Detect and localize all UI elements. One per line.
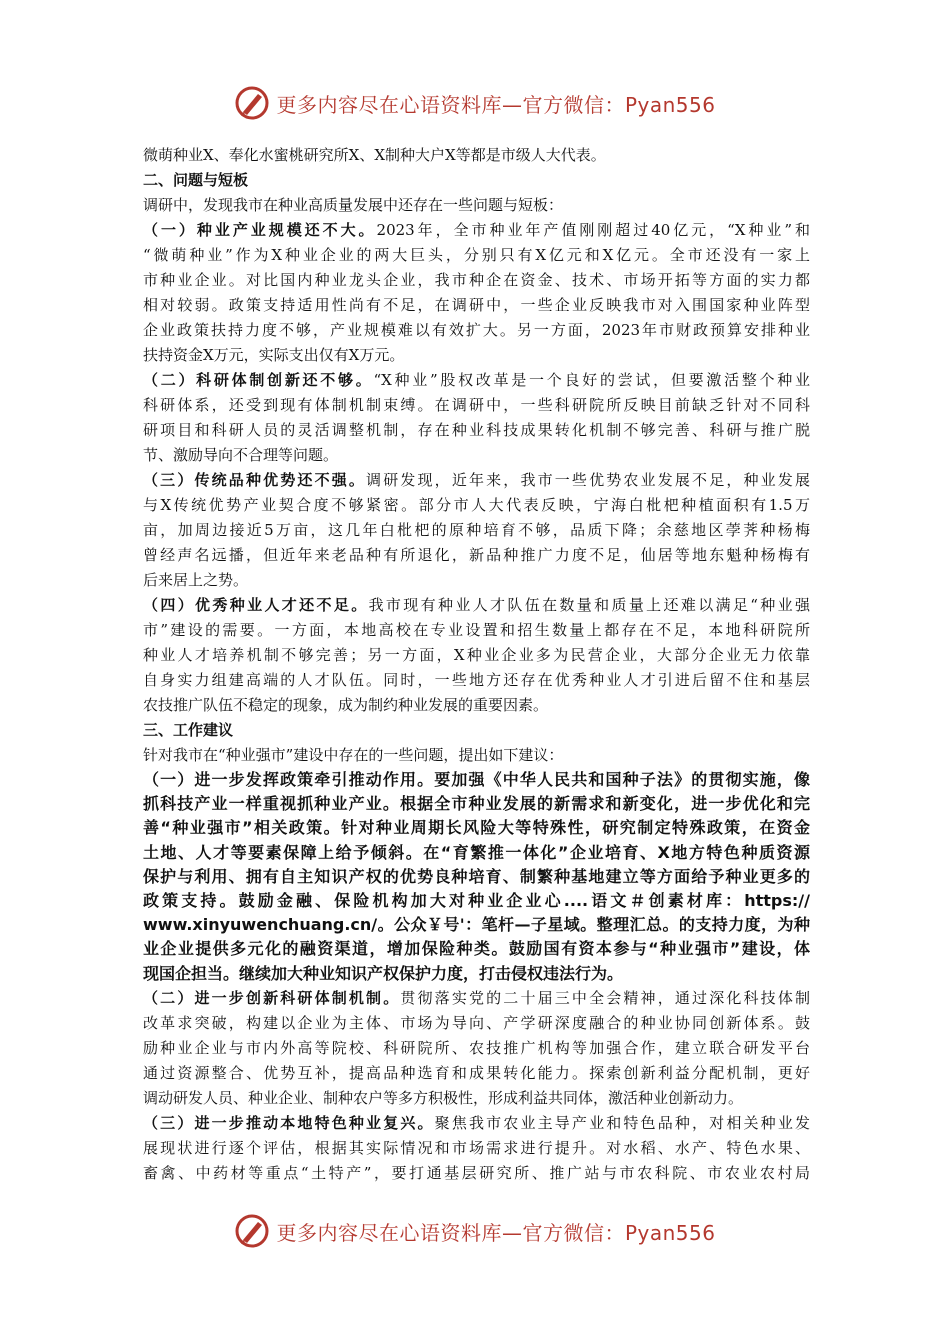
paragraph-line: 曾经声名远播，但近年来老品种有所退化，新品种推广力度不足，仙居等地东魁种杨梅有 — [143, 546, 810, 564]
paragraph-line: 节、激励导向不合理等问题。 — [143, 446, 339, 464]
paragraph-line: 现国企担当。继续加大种业知识产权保护力度，打击侵权违法行为。 — [143, 963, 624, 983]
paragraph-line: 通过资源整合、优势互补，提高品种选育和成果转化能力。探索创新利益分配机制，更好 — [143, 1063, 810, 1082]
paragraph-line: 与X传统优势产业契合度不够紧密。部分市人大代表反映，宁海白枇杷种植面积有1.5万 — [143, 496, 810, 514]
subsection-heading: （三）进一步推动本地特色种业复兴。 — [143, 1113, 435, 1132]
paragraph-line: 相对较弱。政策支持适用性尚有不足，在调研中，一些企业反映我市对入围国家种业阵型 — [143, 296, 810, 314]
paragraph-line: 励种业企业与市内外高等院校、科研院所、农技推广机构等加强合作，建立联合研发平台 — [143, 1038, 810, 1057]
pen-logo-icon — [234, 1213, 270, 1249]
paragraph-line: 政策支持。鼓励金融、保险机构加大对种业企业心....语文＃创素材库：https:// — [143, 890, 810, 910]
document-body — [143, 143, 810, 1186]
paragraph-line: 自身实力组建高端的人才队伍。同时，一些地方还存在优秀种业人才引进后留不住和基层 — [143, 671, 810, 689]
paragraph-line: 亩，加周边接近5万亩，这几年白枇杷的原种培育不够，品质下降；余慈地区荸荠种杨梅 — [143, 521, 810, 539]
paragraph-text: 调研发现，近年来，我市一些优势农业发展不足，种业发展 — [366, 471, 810, 489]
paragraph-line: 改革求突破，构建以企业为主体、市场为导向、产学研深度融合的种业协同创新体系。鼓 — [143, 1013, 810, 1032]
paragraph-line — [143, 218, 810, 243]
paragraph-line: 业企业提供多元化的融资渠道，增加保险种类。鼓励国有资本参与“种业强市”建设，体 — [143, 939, 810, 959]
section-heading: 二、问题与短板 — [143, 171, 249, 189]
paragraph-line: 土地、人才等要素保障上给予倾斜。在“育繁推一体化”企业培育、X地方特色种质资源 — [143, 842, 810, 862]
subsection-heading: （二）科研体制创新还不够。 — [143, 371, 374, 389]
paragraph-line: 企业政策扶持力度不够，产业规模难以有效扩大。另一方面，2023年市财政预算安排种业 — [143, 321, 810, 339]
paragraph-line: 畜禽、中药材等重点“土特产”，要打通基层研究所、推广站与市农科院、市农业农村局 — [143, 1163, 810, 1182]
pen-logo-icon — [234, 85, 270, 121]
paragraph-line: 调研中，发现我市在种业高质量发展中还存在一些问题与短板： — [143, 196, 564, 214]
paragraph-line: 调动研发人员、种业企业、制种农户等多方积极性，形成利益共同体，激活种业创新动力。 — [143, 1088, 744, 1107]
paragraph-line: 抓科技产业一样重视抓种业产业。根据全市种业发展的新需求和新变化，进一步优化和完 — [143, 794, 810, 814]
paragraph-text: “X种业”股权改革是一个良好的尝试，但要激活整个种业 — [373, 371, 810, 389]
paragraph-line: 扶持资金X万元，实际支出仅有X万元。 — [143, 346, 405, 364]
paragraph-line: 市”建设的需要。一方面，本地高校在专业设置和招生数量上都存在不足，本地科研院所 — [143, 621, 810, 639]
paragraph-line: 研项目和科研人员的灵活调整机制，存在种业科技成果转化机制不够完善、科研与推广脱 — [143, 421, 810, 439]
paragraph-line: “微萌种业”作为X种业企业的两大巨头，分别只有X亿元和X亿元。全市还没有一家上 — [143, 246, 810, 264]
banner-text: 更多内容尽在心语资料库—官方微信：Pyan556 — [276, 92, 716, 117]
subsection-heading: （三）传统品种优势还不强。 — [143, 471, 367, 489]
paragraph-line: 保护与利用、拥有自主知识产权的优势良种培育、制繁种基地建立等方面给予种业更多的 — [143, 866, 810, 886]
subsection-heading: （一）种业产业规模还不大。 — [143, 221, 377, 239]
paragraph-line: 后来居上之势。 — [143, 571, 249, 589]
paragraph-line — [143, 593, 810, 618]
paragraph-line: 善“种业强市”相关政策。针对种业周期长风险大等特殊性，研究制定特殊政策，在资金 — [143, 818, 810, 838]
paragraph-line: 科研体系，还受到现有体制机制束缚。在调研中，一些科研院所反映目前缺乏针对不同科 — [143, 396, 810, 414]
paragraph-text: 我市现有种业人才队伍在数量和质量上还难以满足“种业强 — [368, 596, 810, 614]
subsection-heading: （四）优秀种业人才还不足。 — [143, 596, 369, 614]
section-heading: 三、工作建议 — [143, 721, 234, 739]
paragraph-text: 贯彻落实党的二十届三中全会精神，通过深化科技体制 — [400, 988, 810, 1007]
paragraph-line: 展现状进行逐个评估，根据其实际情况和市场需求进行提升。对水稻、水产、特色水果、 — [143, 1138, 810, 1157]
paragraph-line — [143, 986, 810, 1011]
paragraph-line: （一）进一步发挥政策牵引推动作用。要加强《中华人民共和国种子法》的贯彻实施，像 — [143, 770, 810, 789]
paragraph-line: www.xinyuwenchuang.cn/。公众￥号'：笔杆—子星域。整理汇总。的支持力度，为种 — [143, 915, 810, 935]
paragraph-text: 聚焦我市农业主导产业和特色品种，对相关种业发 — [434, 1113, 810, 1132]
paragraph-line: 针对我市在“种业强市”建设中存在的一些问题，提出如下建议： — [143, 746, 564, 764]
paragraph-line: 种业人才培养机制不够完善；另一方面，X种业企业多为民营企业，大部分企业无力依靠 — [143, 646, 810, 664]
paragraph-text: 2023年，全市种业年产值刚刚超过40亿元，“X种业”和 — [376, 221, 810, 239]
footer-banner — [0, 1211, 950, 1251]
header-banner — [0, 83, 950, 123]
paragraph-line: 市种业企业。对比国内种业龙头企业，我市种企在资金、技术、市场开拓等方面的实力都 — [143, 271, 810, 289]
paragraph-line — [143, 368, 810, 393]
paragraph-line: 农技推广队伍不稳定的现象，成为制约种业发展的重要因素。 — [143, 696, 549, 714]
paragraph-line — [143, 468, 810, 493]
paragraph-line — [143, 1111, 810, 1136]
banner-text: 更多内容尽在心语资料库—官方微信：Pyan556 — [276, 1220, 716, 1245]
paragraph-line: 微萌种业X、奉化水蜜桃研究所X、X制种大户X等都是市级人大代表。 — [143, 146, 606, 164]
subsection-heading: （二）进一步创新科研体制机制。 — [143, 988, 401, 1007]
